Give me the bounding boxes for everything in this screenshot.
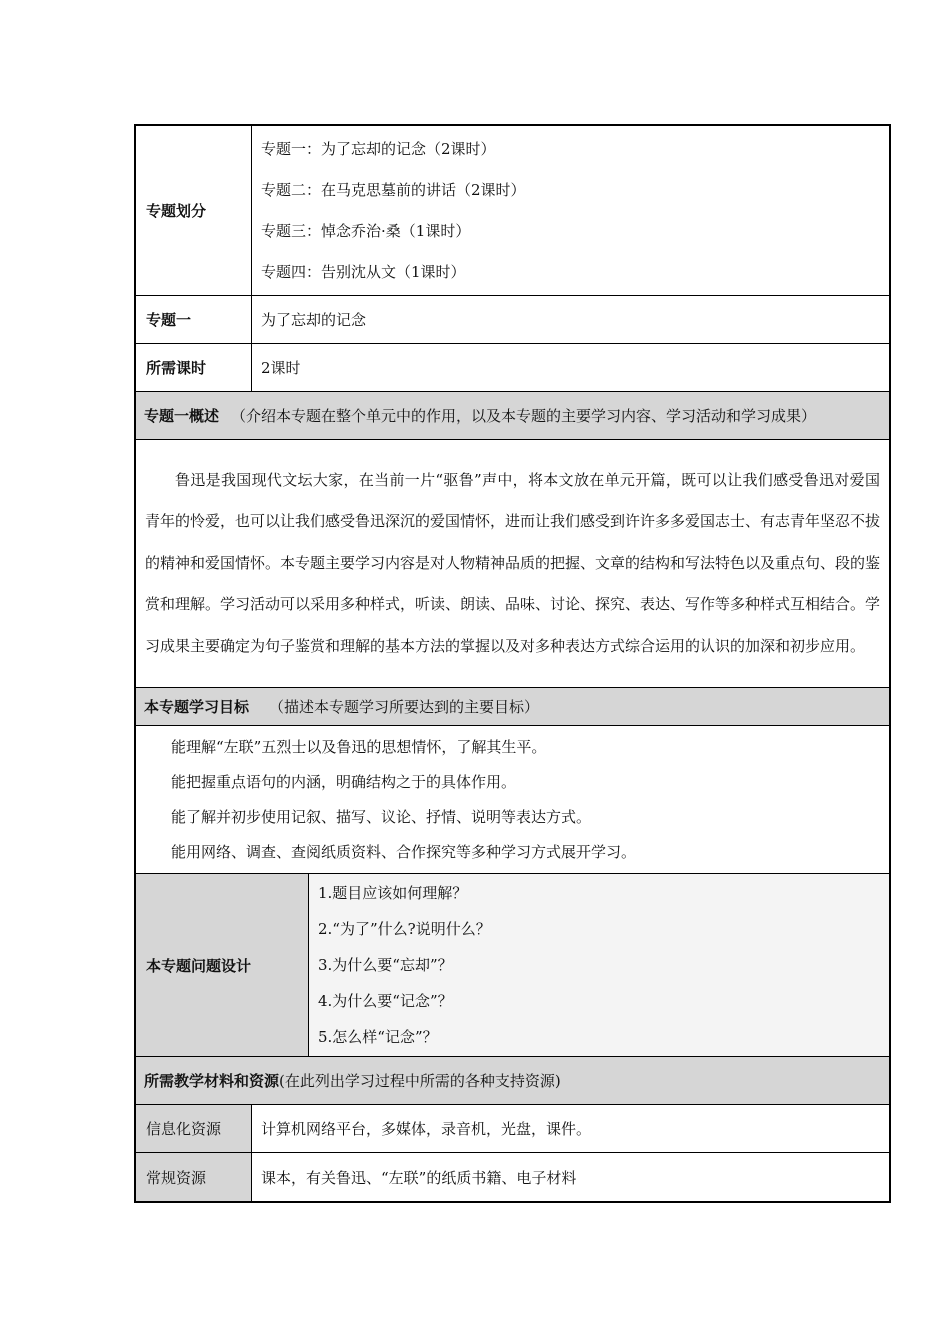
goal-item: 能把握重点语句的内涵，明确结构之于的具体作用。 xyxy=(171,772,517,791)
overview-header xyxy=(136,392,889,439)
topic-one-value: 为了忘却的记念 xyxy=(261,311,367,329)
hours-label: 所需课时 xyxy=(136,344,252,391)
questions-list xyxy=(309,874,889,1056)
question-item: 1.题目应该如何理解？ xyxy=(318,884,468,902)
questions-row xyxy=(134,874,891,1057)
regular-resources-label: 常规资源 xyxy=(136,1153,252,1201)
regular-resources-value: 课本，有关鲁迅、“左联”的纸质书籍、电子材料 xyxy=(261,1168,577,1187)
goals-note: （描述本专题学习所要达到的主要目标） xyxy=(269,698,540,716)
topic-item: 专题一：为了忘却的记念（2课时） xyxy=(261,139,496,158)
overview-note: （介绍本专题在整个单元中的作用，以及本专题的主要学习内容、学习活动和学习成果） xyxy=(231,407,817,425)
resources-header-row xyxy=(134,1057,891,1105)
resources-note: (在此列出学习过程中所需的各种支持资源) xyxy=(279,1072,561,1090)
topic-item: 专题二：在马克思墓前的讲话（2课时） xyxy=(261,180,526,199)
goals-body-row xyxy=(134,726,891,874)
goals-title: 本专题学习目标 xyxy=(144,698,250,716)
goals-header-row xyxy=(134,688,891,726)
topic-division-row xyxy=(134,124,891,296)
topic-division-label: 专题划分 xyxy=(136,126,252,295)
info-resources-row xyxy=(134,1105,891,1153)
goal-item: 能理解“左联”五烈士以及鲁迅的思想情怀，了解其生平。 xyxy=(171,737,547,756)
topic-one-row xyxy=(134,296,891,344)
topic-item: 专题三：悼念乔治·桑（1课时） xyxy=(261,221,471,240)
regular-resources-row xyxy=(134,1153,891,1203)
topic-one-label: 专题一 xyxy=(136,296,252,343)
goals-list xyxy=(136,730,889,870)
overview-title: 专题一概述 xyxy=(144,407,220,425)
info-resources-label: 信息化资源 xyxy=(136,1105,252,1152)
hours-value: 2课时 xyxy=(261,359,301,377)
goal-item: 能用网络、调查、查阅纸质资料、合作探究等多种学习方式展开学习。 xyxy=(171,842,637,861)
hours-row xyxy=(134,344,891,392)
goals-header xyxy=(136,688,889,725)
question-item: 5.怎么样“记念”？ xyxy=(318,1028,438,1046)
questions-label: 本专题问题设计 xyxy=(136,874,309,1056)
question-item: 2.“为了”什么?说明什么？ xyxy=(318,920,491,938)
question-item: 3.为什么要“忘却”？ xyxy=(318,956,453,974)
resources-title: 所需教学材料和资源 xyxy=(144,1072,280,1090)
info-resources-value: 计算机网络平台，多媒体，录音机，光盘，课件。 xyxy=(261,1120,592,1138)
resources-header xyxy=(136,1057,889,1104)
goal-item: 能了解并初步使用记叙、描写、议论、抒情、说明等表达方式。 xyxy=(171,807,592,826)
topic-item: 专题四：告别沈从文（1课时） xyxy=(261,262,466,281)
overview-text: 鲁迅是我国现代文坛大家，在当前一片“驱鲁”声中，将本文放在单元开篇，既可以让我们感受鲁迅对爱国青年的怜爱，也可以让我们感受鲁迅深沉的爱国情怀，进而让我们感受到许许多多爱国志士、有志青年坚忍不拔的精神和爱国情怀。本专题主要学习内容是对人物精神品质的把握、文章的结构和写法特色以及重点句、段的鉴赏和理解。学习活动可以采用多种样式，听读、朗读、品味、讨论、探究、表达、写作等多种样式互相结合。学习成果主要确定为句子鉴赏和理解的基本方法的掌握以及对多种表达方式综合运用的认识的加深和初步应用。 xyxy=(145,470,881,655)
question-item: 4.为什么要“记念”？ xyxy=(318,992,453,1010)
topic-division-list xyxy=(252,126,889,295)
lesson-plan-table xyxy=(134,124,891,1203)
overview-header-row xyxy=(134,392,891,440)
overview-body-row xyxy=(134,440,891,688)
